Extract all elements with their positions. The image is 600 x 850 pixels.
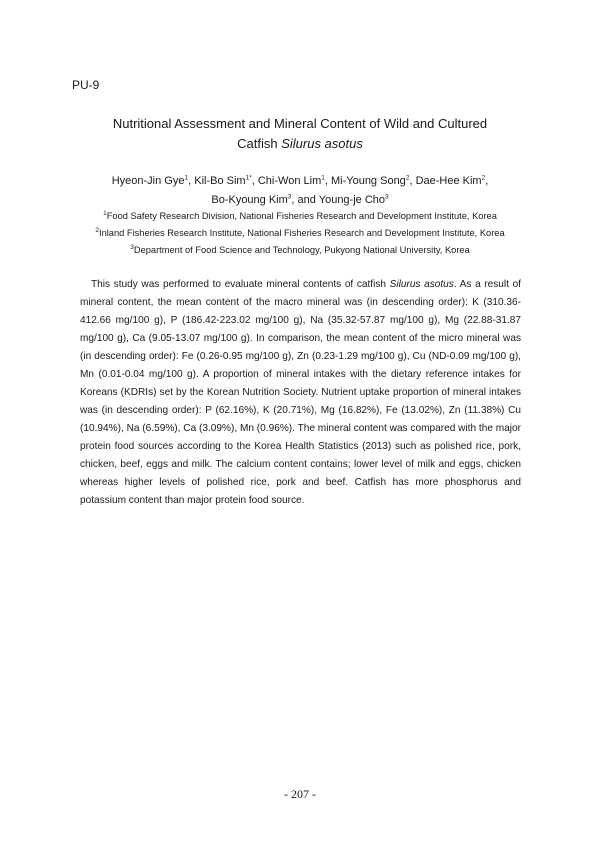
author-name: Chi-Won Lim (257, 175, 322, 187)
abstract (80, 276, 521, 510)
paper-title (60, 114, 540, 154)
author-name: Bo-Kyoung Kim (211, 194, 288, 206)
author-line-1 (60, 172, 540, 191)
author-name: Young-je Cho (318, 194, 386, 206)
author-separator: , (485, 175, 489, 187)
author-name: Mi-Young Song (330, 175, 406, 187)
affiliation-mark: 1 (103, 209, 107, 217)
author-separator: , (324, 175, 331, 187)
abstract-species-name: Silurus asotus (389, 279, 454, 290)
affiliation (60, 242, 540, 259)
author-separator: , (251, 175, 258, 187)
author-separator: , (188, 175, 195, 187)
affiliation (60, 208, 540, 225)
affiliation-text: Department of Food Science and Technology, Pukyong National University, Korea (133, 245, 470, 255)
affiliation-text: Food Safety Research Division, National Fisheries Research and Development Institute, Korea (106, 211, 497, 221)
affiliation-mark: 2 (95, 226, 99, 234)
affiliation (60, 225, 540, 242)
affiliation-text: Inland Fisheries Research Institute, National Fisheries Research and Development Institute, Korea (98, 228, 505, 238)
author-name: Kil-Bo Sim (194, 175, 246, 187)
session-code: PU-9 (72, 78, 100, 92)
abstract-text: . As a result of mineral content, the mean content of the macro mineral was (in descending order): K (310.36-412.66 mg/100 g), P (186.42-223.02 mg/100 g), Na (35.32-57.87 mg/100 g), Mg (22.88-31.87 mg/100 g), Ca (9.05-13.07 mg/100 g). In comparison, the mean content of the micro mineral was (in descending order): Fe (0.26-0.95 mg/100 g), Zn (0.23-1.29 mg/100 g), Cu (ND-0.09 mg/100 g), Mn (0.01-0.04 mg/100 g). A proportion of mineral intakes with the dietary reference intakes for Koreans (KDRIs) set by the Korean Nutrition Society. Nutrient uptake proportion of mineral intakes was (in descending order): P (62.16%), K (20.71%), Mg (16.82%), Fe (13.02%), Zn (11.38%) Cu (10.94%), Na (6.59%), Ca (3.09%), Mn (0.96%). The mineral content was compared with the major protein food sources according to the Korea Health Statistics (2013) such as polished rice, pork, chicken, beef, eggs and milk. The calcium content contains; lower level of milk and eggs, chicken whereas higher levels of polished rice, pork and beef. Catfish has more phosphorus and potassium content than major protein food source. (80, 279, 521, 506)
author-affil-mark: 3 (385, 193, 389, 201)
title-line-2-text: Catfish (237, 136, 282, 151)
author-name: Hyeon-Jin Gye (111, 175, 185, 187)
author-affil-mark: 1 (184, 174, 189, 182)
abstract-text: This study was performed to evaluate mineral contents of catfish (91, 279, 390, 290)
author-separator: , and (291, 194, 319, 206)
author-separator: , (409, 175, 416, 187)
affiliation-mark: 3 (130, 243, 134, 251)
author-affil-mark: 1* (245, 174, 252, 182)
author-name: Dae-Hee Kim (415, 175, 482, 187)
author-affil-mark: 2 (481, 174, 486, 182)
title-line-1: Nutritional Assessment and Mineral Content of Wild and Cultured (112, 116, 488, 131)
affiliation-list (60, 208, 540, 259)
author-list (60, 172, 540, 210)
author-affil-mark: 3 (287, 193, 292, 201)
author-affil-mark: 2 (405, 174, 410, 182)
author-affil-mark: 1 (321, 174, 325, 182)
page-number: - 207 - (284, 787, 316, 801)
title-line-2 (60, 134, 540, 154)
species-name: Silurus asotus (281, 136, 363, 151)
